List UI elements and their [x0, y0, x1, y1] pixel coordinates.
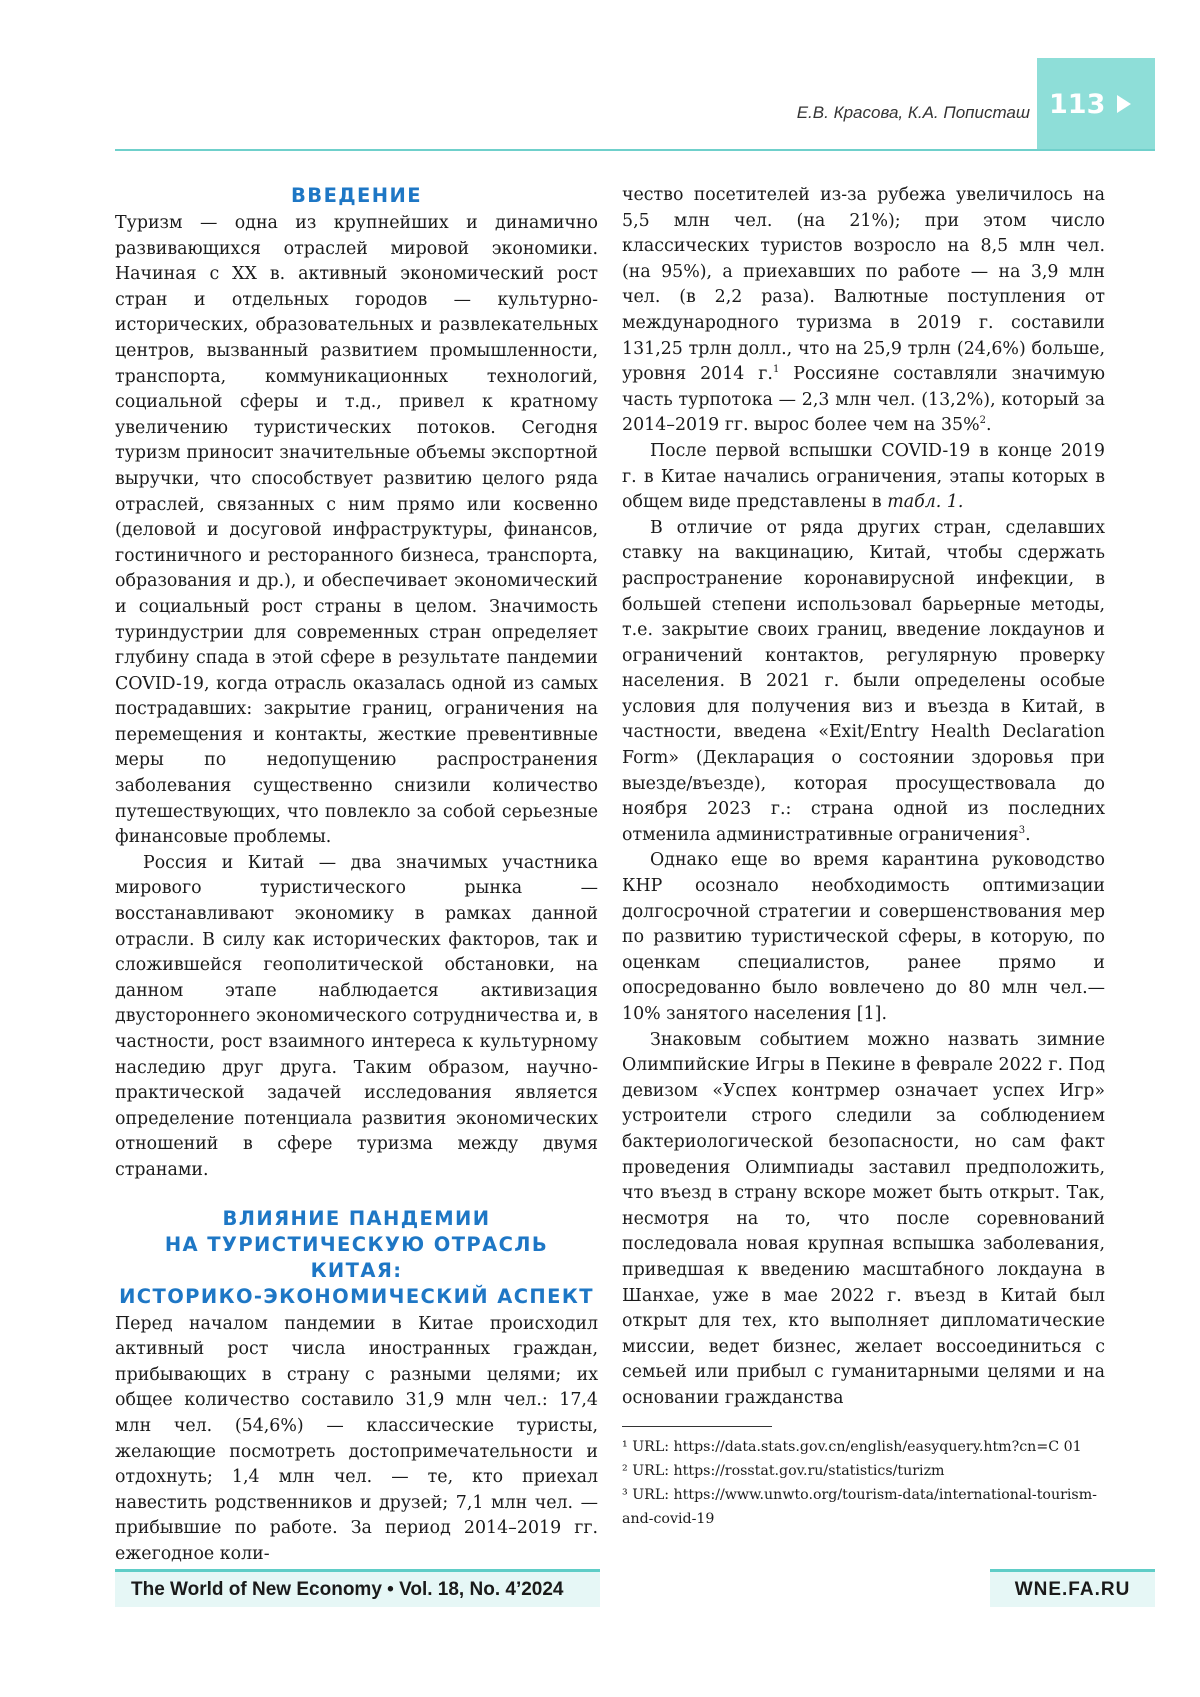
section-title-introduction: ВВЕДЕНИЕ: [291, 184, 422, 207]
section-title-line: НА ТУРИСТИЧЕСКУЮ ОТРАСЛЬ КИТАЯ:: [164, 1232, 549, 1282]
barrier-methods-paragraph: [622, 516, 1105, 849]
footnote-ref-3: 3: [1018, 825, 1026, 837]
continued-paragraph: [622, 183, 1105, 439]
footnote-ref-1: 1: [772, 364, 780, 376]
page-number-tab: [1037, 58, 1155, 150]
table-reference: табл. 1.: [887, 492, 964, 513]
footnote-2: ² URL: https://rosstat.gov.ru/statistics/turizm: [622, 1462, 945, 1479]
strategy-paragraph: Однако еще во время карантина руководство КНР осознало необходимость оптимизации долгосрочной стратегии и совершенствования мер по развитию туристической сферы, в которую, по оценкам специалистов, ранее прямо и опосредованно было вовлечено до 80 млн чел.— 10% занятого населения [1].: [622, 850, 1105, 1024]
footer-journal: The World of New Economy • Vol. 18, No. 4’2024: [115, 1569, 600, 1607]
covid-restrictions-paragraph: [622, 439, 1105, 516]
paragraph-text: .: [985, 415, 992, 436]
footer-site: WNE.FA.RU: [990, 1569, 1155, 1607]
paragraph-text: Россияне составляли значимую часть турпотока — 2,3 млн чел. (13,2%), который за 2014–2019 гг. вырос более чем на 35%: [622, 364, 1106, 436]
intro-paragraph-1: Туризм — одна из крупнейших и динамично развивающихся отраслей мировой экономики. Начиная с XX в. активный экономический рост стран и отдельных городов — культурно-исторических, образовательных и развлекательных центров, вызванный развитием промышленности, транспорта, коммуникационных технологий, социальной сферы и т.д., привел к кратному увеличению туристических потоков. Сегодня туризм приносит значительные объемы экспортной выручки, что способствует развитию целого ряда отраслей, связанных с ним прямо или косвенно (деловой и досуговой инфраструктуры, финансов, гостиничного и ресторанного бизнеса, транспорта, образования и др.), и обеспечивает экономический и социальный рост страны в целом. Значимость туриндустрии для современных стран определяет глубину спада в этой сфере в результате пандемии COVID-19, когда отрасль оказалась одной из самых пострадавших: закрытие границ, ограничения на перемещения и контакты, жесткие превентивные меры по недопущению распространения заболевания существенно снизили количество путешествующих, что повлекло за собой серьезные финансовые проблемы.: [115, 213, 598, 848]
right-column: [622, 183, 1105, 1531]
section-title-line: ИСТОРИКО-ЭКОНОМИЧЕСКИЙ АСПЕКТ: [119, 1284, 594, 1308]
footnote-1: ¹ URL: https://data.stats.gov.cn/english/easyquery.htm?cn=C 01: [622, 1438, 1082, 1455]
intro-paragraph-2: Россия и Китай — два значимых участника мирового туристического рынка — восстанавливают экономику в рамках данной отрасли. В силу как исторических факторов, так и сложившейся геополитической обстановки, на данном этапе наблюдается активизация двустороннего экономического сотрудничества и, в частности, рост взаимного интереса к культурному наследию друг друга. Таким образом, научно-практической задачей исследования является определение потенциала развития экономических отношений в сфере туризма между двумя странами.: [115, 852, 598, 1180]
section-title-line: ВЛИЯНИЕ ПАНДЕМИИ: [222, 1206, 491, 1230]
paragraph-text: После первой вспышки COVID-19 в конце 2019 г. в Китае начались ограничения, этапы которых в общем виде представлены в: [622, 440, 1105, 513]
paragraph-text: .: [1025, 824, 1031, 845]
paragraph-text: В отличие от ряда других стран, сделавших ставку на вакцинацию, Китай, чтобы сдержать распространение коронавирусной инфекции, в большей степени использовал барьерные методы, т.е. закрытие своих границ, введение локдаунов и ограничений контактов, регулярную проверку населения. В 2021 г. были определены особые условия для получения виз и въезда в Китай, в частности, введена «Exit/Entry Health Declaration Form» (Декларация о состоянии здоровья при выезде/въезде), которая просуществовала до ноября 2023 г.: страна одной из последних отменила административные ограничения: [622, 517, 1105, 845]
footnote-ref-2: 2: [979, 415, 986, 427]
paragraph-text: чество посетителей из-за рубежа увеличилось на 5,5 млн чел. (на 21%); при этом число классических туристов возросло на 8,5 млн чел. (на 95%), а приехавших по работе — на 3,9 млн чел. (в 2,2 раза). Валютные поступления от международного туризма в 2019 г. составили 131,25 трлн долл., что на 25,9 трлн (24,6%) больше, уровня 2014 г.: [622, 185, 1105, 385]
footnote-rule: [622, 1426, 772, 1427]
olympics-paragraph: Знаковым событием можно назвать зимние Олимпийские Игры в Пекине в феврале 2022 г. Под девизом «Успех контрмер означает успех Игр» устроители строго следили за соблюдением бактериологической безопасности, но сам факт проведения Олимпиады заставил предположить, что въезд в страну вскоре может быть открыт. Так, несмотря на то, что после соревнований последовала новая крупная вспышка заболевания, приведшая к введению масштабного локдауна в Шанхае, уже в мае 2022 г. въезд в Китай был открыт для тех, кто выполняет дипломатические миссии, ведет бизнес, желает воссоединиться с семьей или прибыл с гуманитарными целями и на основании гражданства: [622, 1029, 1105, 1408]
header-rule: [115, 149, 1155, 151]
running-header-authors: Е.В. Красова, К.А. Пописташ: [796, 103, 1030, 122]
left-column: [115, 183, 598, 1568]
pandemic-paragraph-1: Перед началом пандемии в Китае происходил активный рост числа иностранных граждан, прибывающих в страну с разными целями; их общее количество составило 31,9 млн чел.: 17,4 млн чел. (54,6%) — классические туристы, желающие посмотреть достопримечательности и отдохнуть; 1,4 млн чел. — те, кто приехал навестить родственников и друзей; 7,1 млн чел. — прибывшие по работе. За период 2014–2019 гг. ежегодное коли-: [115, 1313, 598, 1564]
section-title-pandemic-impact: [115, 1206, 598, 1310]
footnote-3: ³ URL: https://www.unwto.org/tourism-data/international-tourism-and-covid-19: [622, 1486, 1097, 1527]
play-arrow-icon: [1117, 95, 1131, 113]
page-number: 113: [1049, 88, 1106, 120]
